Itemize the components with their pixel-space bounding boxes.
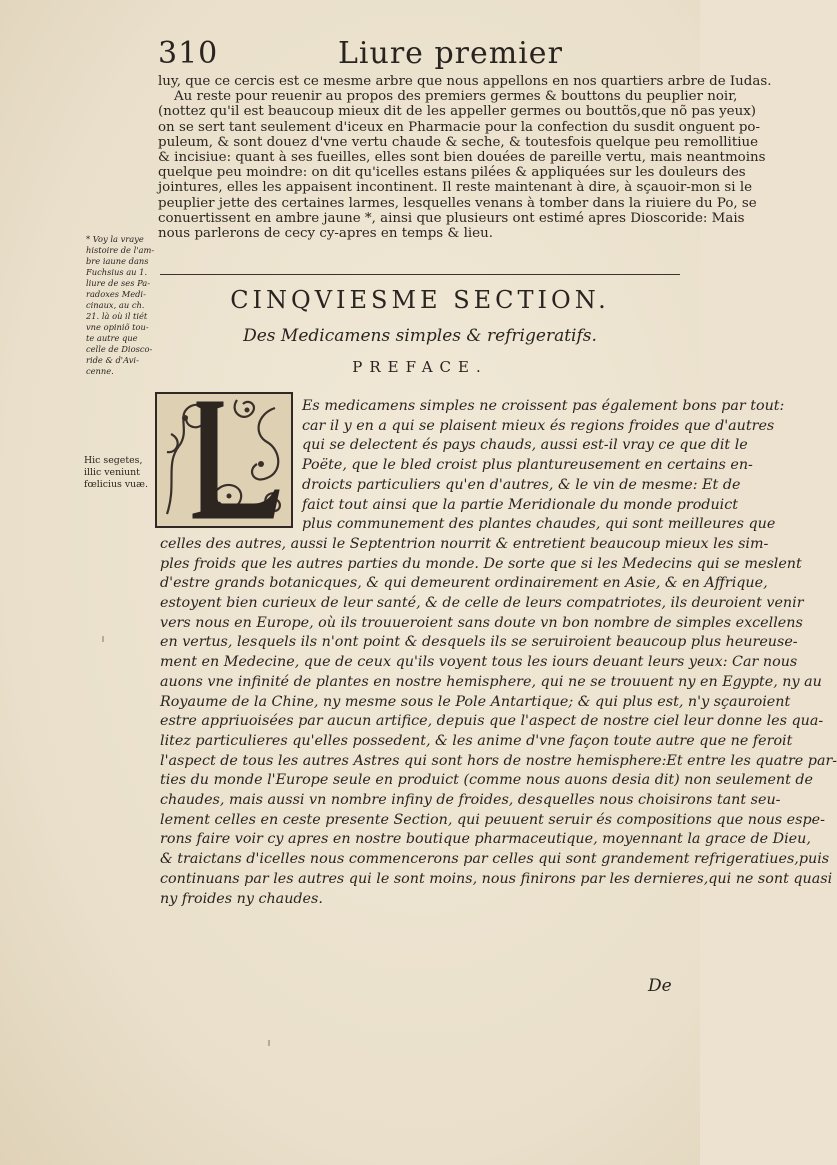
text-line: Poëte, que le bled croist plus plantureusement en certains en-: [302, 457, 753, 474]
margin-note-line: vne opiniõ tou-: [86, 322, 149, 332]
margin-note-line: cenne.: [86, 366, 114, 376]
text-line: continuans par les autres qui le sont moins, nous finirons par les dernieres,qui ne sont quasi: [160, 870, 833, 887]
page-header: [158, 36, 678, 76]
text-line: qui se delectent és pays chauds, aussi est-il vray ce que dit le: [302, 437, 748, 454]
margin-note-line: 21. là où il tiét: [86, 311, 148, 321]
text-line: luy, que ce cercis est ce mesme arbre que nous appellons en nos quartiers arbre de Iudas.: [158, 74, 772, 89]
text-line: nous parlerons de cecy cy-apres en temps & lieu.: [158, 226, 493, 242]
running-title: Liure premier: [338, 36, 563, 71]
page-number: 310: [158, 36, 219, 71]
text-line: chaudes, mais aussi vn nombre infiny de froides, desquelles nous choisirons tant seu-: [160, 792, 781, 809]
paper-speck: [268, 1040, 270, 1046]
text-line: auons vne infinité de plantes en nostre hemisphere, qui ne se trouuent ny en Egypte, ny au: [160, 673, 822, 690]
text-line: estoyent bien curieux de leur santé, & de celle de leurs compatriotes, ils deuroient venir: [160, 595, 804, 612]
margin-note-amber: [86, 234, 154, 377]
text-line: & traictans d'icelles nous commencerons par celles qui sont grandement refrigeratiues,puis: [160, 851, 830, 868]
text-line: peuplier jette des certaines larmes, lesquelles venans à tomber dans la riuiere du Po, se: [158, 195, 757, 211]
text-line: ples froids que les autres parties du monde. De sorte que si les Medecins qui se meslent: [160, 555, 802, 572]
text-line: d'estre grands botanicques, & qui demeurent ordinairement en Asie, & en Affrique,: [160, 575, 768, 592]
margin-note-line: ride & d'Avi-: [86, 355, 139, 365]
text-line: l'aspect de tous les autres Astres qui sont hors de nostre hemisphere:Et entre les quatre par-: [160, 752, 837, 769]
section-subtitle: Des Medicamens simples & refrigeratifs.: [243, 326, 597, 346]
margin-note-line: * Voy la vraye: [86, 234, 144, 244]
text-line: en vertus, lesquels ils n'ont point & desquels ils se seruiroient beaucoup plus heureuse-: [160, 634, 798, 651]
margin-note-line: liure de ses Pa-: [86, 278, 151, 288]
margin-note-line: histoire de l'am-: [86, 245, 155, 255]
text-line: celles des autres, aussi le Septentrion nourrit & entretient beaucoup mieux les sim-: [160, 535, 769, 552]
margin-note-line: radoxes Medi-: [86, 289, 146, 299]
preface-heading: PREFACE.: [352, 358, 488, 376]
text-line: Royaume de la Chine, ny mesme sous le Pole Antartique; & qui plus est, n'y sçauroient: [160, 693, 791, 710]
section-title: CINQVIESME SECTION.: [230, 286, 610, 314]
margin-note-line: fœlicius vuæ.: [84, 479, 148, 490]
text-line: & incisiue: quant à ses fueilles, elles sont bien douées de pareille vertu, mais neantmoins: [158, 150, 766, 166]
text-line: (nottez qu'il est beaucoup mieux dit de les appeller germes ou bouttõs,que nõ pas yeux): [158, 104, 756, 120]
text-line: ties du monde l'Europe seule en produict (comme nous auons desia dit) non seulement de: [160, 772, 814, 789]
paper-speck: [102, 636, 104, 642]
text-line: ny froides ny chaudes.: [160, 890, 323, 907]
opening-paragraph: [158, 74, 772, 242]
preface-body: [160, 397, 837, 909]
text-line: litez particulieres qu'elles possedent, & les anime d'vne façon toute autre que ne feroit: [160, 732, 793, 749]
text-line: puleum, & sont douez d'vne vertu chaude & seche, & toutesfois quelque peu remollitiue: [158, 134, 759, 150]
margin-note-virgil: [84, 455, 158, 491]
text-line: lement celles en ceste presente Section, qui peuuent seruir és compositions que nous espe-: [160, 811, 825, 828]
text-line: vers nous en Europe, où ils trouueroient sans doute vn bon nombre de simples excellens: [160, 614, 803, 631]
text-line: Au reste pour reuenir au propos des premiers germes & bouttons du peuplier noir,: [174, 89, 738, 105]
text-line: on se sert tant seulement d'iceux en Pharmacie pour la confection du susdit onguent po-: [158, 119, 760, 135]
section-divider: [160, 274, 680, 275]
margin-note-line: bre iaune dans: [86, 256, 149, 266]
text-line: ment en Medecine, que de ceux qu'ils voyent tous les iours deuant leurs yeux: Car nous: [160, 654, 798, 671]
margin-note-line: Hic segetes,: [84, 455, 143, 466]
text-line: car il y en a qui se plaisent mieux és regions froides que d'autres: [302, 417, 775, 434]
catchword: De: [648, 976, 672, 996]
margin-note-line: celle de Diosco-: [86, 344, 153, 354]
text-line: jointures, elles les appaisent incontinent. Il reste maintenant à dire, à sçauoir-mon si le: [158, 180, 753, 196]
margin-note-line: te autre que: [86, 333, 138, 343]
text-line: plus communement des plantes chaudes, qui sont meilleures que: [302, 516, 776, 533]
margin-note-line: cinaux, au ch.: [86, 300, 145, 310]
margin-note-line: illic veniunt: [84, 467, 140, 478]
text-line: conuertissent en ambre jaune *, ainsi que plusieurs ont estimé apres Dioscoride: Mais: [158, 210, 745, 226]
text-line: rons faire voir cy apres en nostre boutique pharmaceutique, moyennant la grace de Dieu,: [160, 831, 811, 848]
text-line: estre appriuoisées par aucun artifice, depuis que l'aspect de nostre ciel leur donne les qua-: [160, 713, 824, 730]
margin-note-line: Fuchsius au 1.: [86, 267, 148, 277]
text-line: faict tout ainsi que la partie Meridionale du monde produict: [302, 496, 738, 513]
text-line: Es medicamens simples ne croissent pas également bons par tout:: [302, 398, 785, 414]
text-line: droicts particuliers qu'en d'autres, & le vin de mesme: Et de: [302, 476, 741, 493]
text-line: quelque peu moindre: on dit qu'icelles estans pilées & appliquées sur les douleurs des: [158, 165, 746, 181]
